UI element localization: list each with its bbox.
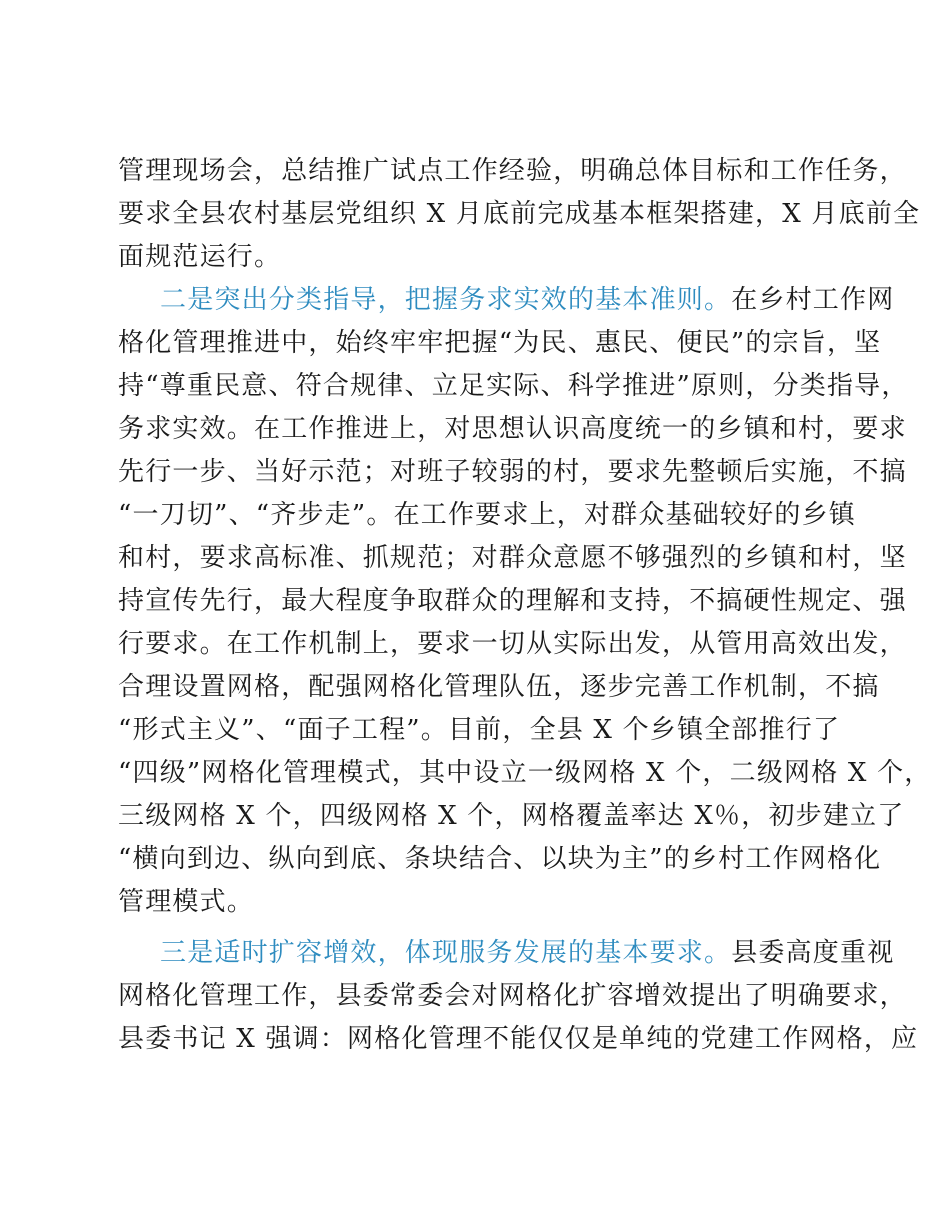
text-line: 三级网格 X 个，四级网格 X 个，网格覆盖率达 X％，初步建立了 (118, 801, 905, 831)
text-line: 县委书记 X 强调：网格化管理不能仅仅是单纯的党建工作网格，应 (118, 1024, 919, 1054)
text-line: 面规范运行。 (118, 242, 282, 272)
text-line: “四级”网格化管理模式，其中设立一级网格 X 个，二级网格 X 个， (118, 758, 932, 788)
text-line: “一刀切”、“齐步走”。在工作要求上，对群众基础较好的乡镇 (118, 500, 856, 530)
text-line: 先行一步、当好示范；对班子较弱的村，要求先整顿后实施，不搞 (118, 457, 907, 487)
text-line: 务求实效。在工作推进上，对思想认识高度统一的乡镇和村，要求 (118, 414, 907, 444)
text-line: 持宣传先行，最大程度争取群众的理解和支持，不搞硬性规定、强 (118, 586, 907, 616)
paragraph-first-line (160, 279, 895, 321)
text-span: 县委高度重视 (731, 938, 895, 968)
paragraph-first-line (160, 932, 895, 974)
text-line: “横向到边、纵向到底、条块结合、以块为主”的乡村工作网格化 (118, 844, 882, 874)
text-span: 在乡村工作网 (731, 285, 895, 315)
text-line: 合理设置网格，配强网格化管理队伍，逐步完善工作机制，不搞 (118, 672, 880, 702)
text-line: 管理现场会，总结推广试点工作经验，明确总体目标和工作任务， (118, 156, 907, 186)
text-line: “形式主义”、“面子工程”。目前，全县 X 个乡镇全部推行了 (118, 715, 841, 745)
text-line: 要求全县农村基层党组织 X 月底前完成基本框架搭建，X 月底前全 (118, 199, 921, 229)
text-line: 和村，要求高标准、抓规范；对群众意愿不够强烈的乡镇和村，坚 (118, 543, 907, 573)
text-line: 格化管理推进中，始终牢牢把握“为民、惠民、便民”的宗旨，坚 (118, 328, 882, 358)
text-line: 行要求。在工作机制上，要求一切从实际出发，从管用高效出发， (118, 629, 907, 659)
section-heading: 二是突出分类指导，把握务求实效的基本准则。 (160, 285, 732, 315)
section-heading: 三是适时扩容增效，体现服务发展的基本要求。 (160, 938, 732, 968)
text-line: 网格化管理工作，县委常委会对网格化扩容增效提出了明确要求， (118, 981, 907, 1011)
text-line: 持“尊重民意、符合规律、立足实际、科学推进”原则，分类指导， (118, 371, 909, 401)
text-line: 管理模式。 (118, 887, 255, 917)
